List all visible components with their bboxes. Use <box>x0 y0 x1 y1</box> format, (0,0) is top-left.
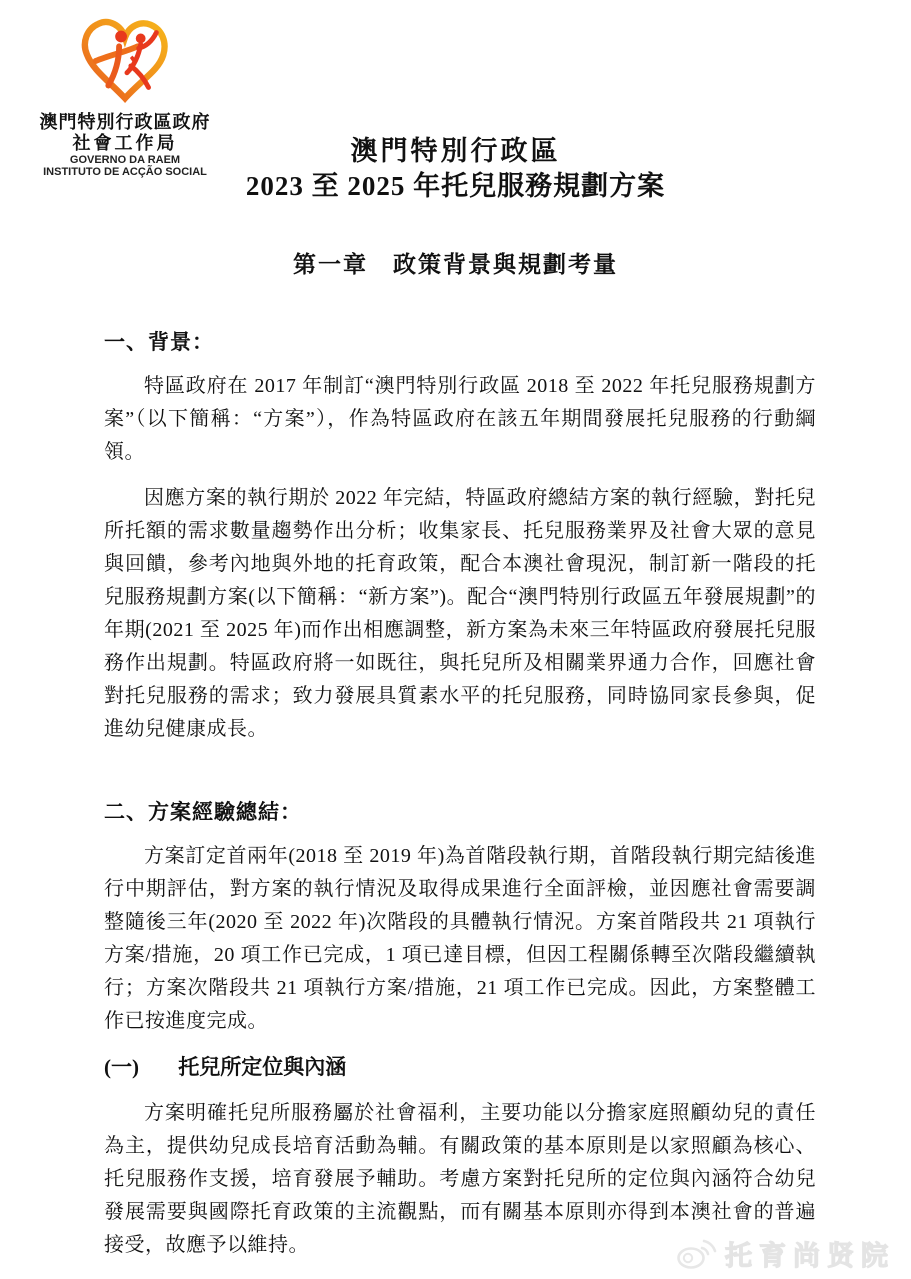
heart-logo-icon <box>76 12 174 110</box>
document-title <box>0 134 911 204</box>
document-body <box>104 326 816 1275</box>
agency-name-zh-line1: 澳門特別行政區政府 <box>39 112 211 132</box>
section-1-heading: 一、背景： <box>104 330 214 354</box>
chapter-heading: 第一章 政策背景與規劃考量 <box>293 252 618 277</box>
agency-name-pt-line2: INSTITUTO DE ACÇÃO SOCIAL <box>43 166 207 178</box>
agency-name-pt-line1: GOVERNO DA RAEM <box>69 154 181 166</box>
document-title-line2: 2023 至 2025 年托兒服務規劃方案 <box>245 171 666 201</box>
section-2-heading: 二、方案經驗總結： <box>104 800 302 824</box>
document-title-line1: 澳門特別行政區 <box>350 136 561 166</box>
subsection-1-title: 托兒所定位與內涵 <box>178 1055 347 1079</box>
subsection-1-number: (一) <box>104 1055 139 1079</box>
subsection-1-paragraph-1: 方案明確托兒所服務屬於社會福利，主要功能以分擔家庭照顧幼兒的責任為主，提供幼兒成長培育活動為輔。有關政策的基本原則是以家照顧為核心、托兒服務作支援，培育發展予輔助。考慮方案對托兒所的定位與內涵符合幼兒發展需要與國際托育政策的主流觀點，而有關基本原則亦得到本澳社會的普遍接受，故應予以維持。 <box>104 1102 816 1256</box>
section-1-paragraph-1: 特區政府在 2017 年制訂“澳門特別行政區 2018 至 2022 年托兒服務規劃方案”（以下簡稱：“方案”），作為特區政府在該五年期間發展托兒服務的行動綱領。 <box>104 375 816 463</box>
section-2-paragraph-1: 方案訂定首兩年(2018 至 2019 年)為首階段執行期，首階段執行期完結後進行中期評估，對方案的執行情況及取得成果進行全面評檢，並因應社會需要調整隨後三年(2020 至 2022 年)次階段的具體執行情況。方案首階段共 21 項執行方案/措施，20 項工作已完成，1 項已達目標，但因工程關係轉至次階段繼續執行；方案次階段共 21 項執行方案/措施，21 項工作已完成。因此，方案整體工作已按進度完成。 <box>104 845 816 1032</box>
watermark-text: 托育尚贤院 <box>725 1241 895 1271</box>
subsection-1-heading <box>104 1051 816 1081</box>
agency-name-zh-line2: 社會工作局 <box>72 133 178 153</box>
section-1-paragraph-2: 因應方案的執行期於 2022 年完結，特區政府總結方案的執行經驗，對托兒所托額的需求數量趨勢作出分析；收集家長、托兒服務業界及社會大眾的意見與回饋，參考內地與外地的托育政策，配合本澳社會現況，制訂新一階段的托兒服務規劃方案(以下簡稱：“新方案”)。配合“澳門特別行政區五年發展規劃”的年期(2021 至 2025 年)而作出相應調整，新方案為未來三年特區政府發展托兒服務作出規劃。特區政府將一如既往，與托兒所及相關業界通力合作，回應社會對托兒服務的需求；致力發展具質素水平的托兒服務，同時協同家長參與，促進幼兒健康成長。 <box>104 487 816 740</box>
